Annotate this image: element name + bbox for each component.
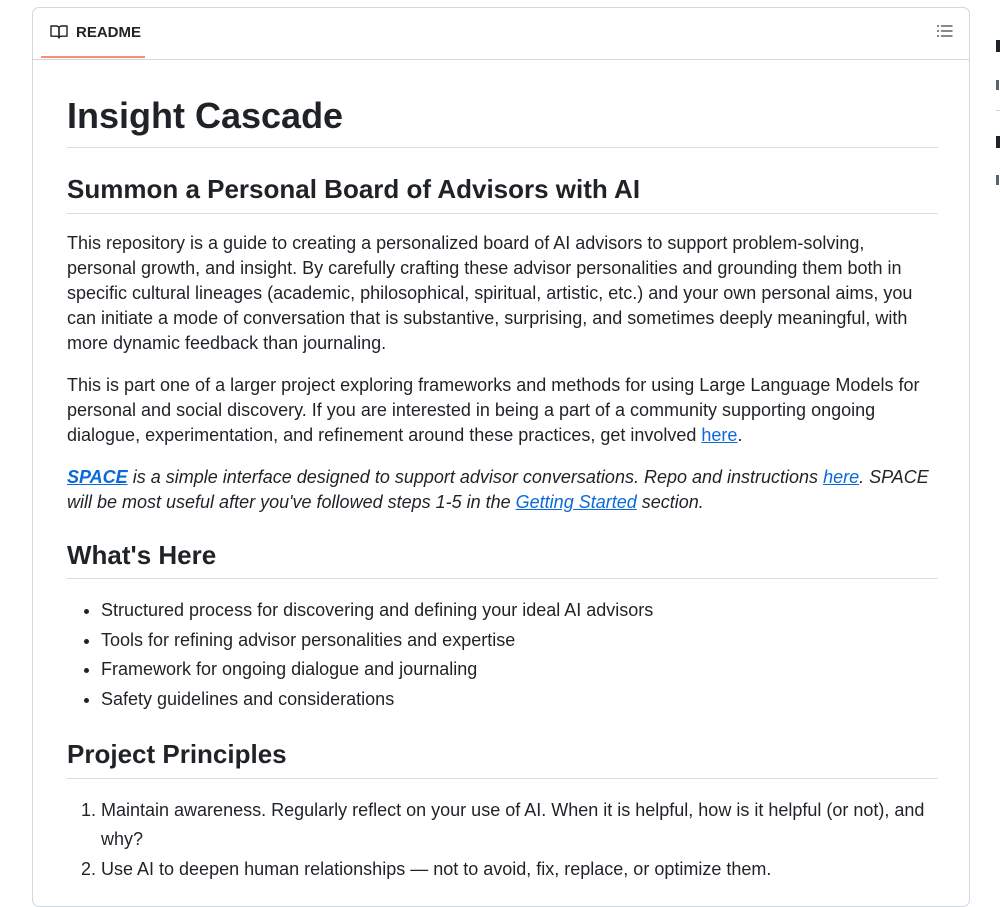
space-text-2: . SPACE will be most useful after you've followed steps 1-5 in the <box>67 466 929 512</box>
readme-header <box>33 8 969 60</box>
list-item: • Safety guidelines and considerations <box>101 685 938 715</box>
whats-here-list <box>67 596 938 714</box>
readme-content <box>67 60 938 884</box>
space-paragraph <box>67 465 938 515</box>
space-repo-link[interactable]: here <box>823 466 860 487</box>
subtitle-heading: Summon a Personal Board of Advisors with AI <box>67 173 938 214</box>
list-item: 2. Use AI to deepen human relationships — not to avoid, fix, replace, or optimize them. <box>101 855 938 885</box>
intro-paragraph: This repository is a guide to creating a personalized board of AI advisors to support problem-solving, personal growth, and insight. By carefully crafting these advisor personalities and grounding them both in specific cultural lineages (academic, philosophical, spiritual, artistic, etc.) and your own personal aims, you can initiate a mode of conversation that is substantive, surprising, and sometimes deeply meaningful, with more dynamic feedback than journaling. <box>67 232 913 353</box>
getting-started-link[interactable]: Getting Started <box>515 491 637 512</box>
part-one-text: This is part one of a larger project exploring frameworks and methods for using Large Language Models for personal and social discovery. If you are interested in being a part of a community supporting ongoing dialogue, experimentation, and refinement around these practices, get involved <box>67 374 920 445</box>
list-item: • Framework for ongoing dialogue and journaling <box>101 655 938 685</box>
whats-here-heading: What's Here <box>67 539 938 580</box>
list-unordered-icon <box>936 23 954 44</box>
list-item: 1. Maintain awareness. Regularly reflect on your use of AI. When it is helpful, how is it helpful (or not), and why? <box>101 796 938 855</box>
part-one-paragraph <box>67 373 938 448</box>
tab-readme[interactable] <box>41 8 145 58</box>
space-text-1: is a simple interface designed to support advisor conversations. Repo and instructions <box>127 466 824 487</box>
principles-list <box>67 796 938 885</box>
page-title: Insight Cascade <box>67 60 938 148</box>
book-icon <box>50 24 68 40</box>
space-link[interactable]: SPACE <box>67 466 128 487</box>
readme-card <box>32 7 970 907</box>
outline-button[interactable] <box>935 23 955 43</box>
tab-readme-label: README <box>76 23 142 41</box>
list-item: • Structured process for discovering and defining your ideal AI advisors <box>101 596 938 626</box>
community-link[interactable]: here <box>701 424 738 445</box>
principles-heading: Project Principles <box>67 738 938 779</box>
space-text-3: section. <box>636 491 704 512</box>
list-item: • Tools for refining advisor personalities and expertise <box>101 626 938 656</box>
sidebar-edge <box>996 0 1000 852</box>
part-one-end: . <box>737 424 743 445</box>
